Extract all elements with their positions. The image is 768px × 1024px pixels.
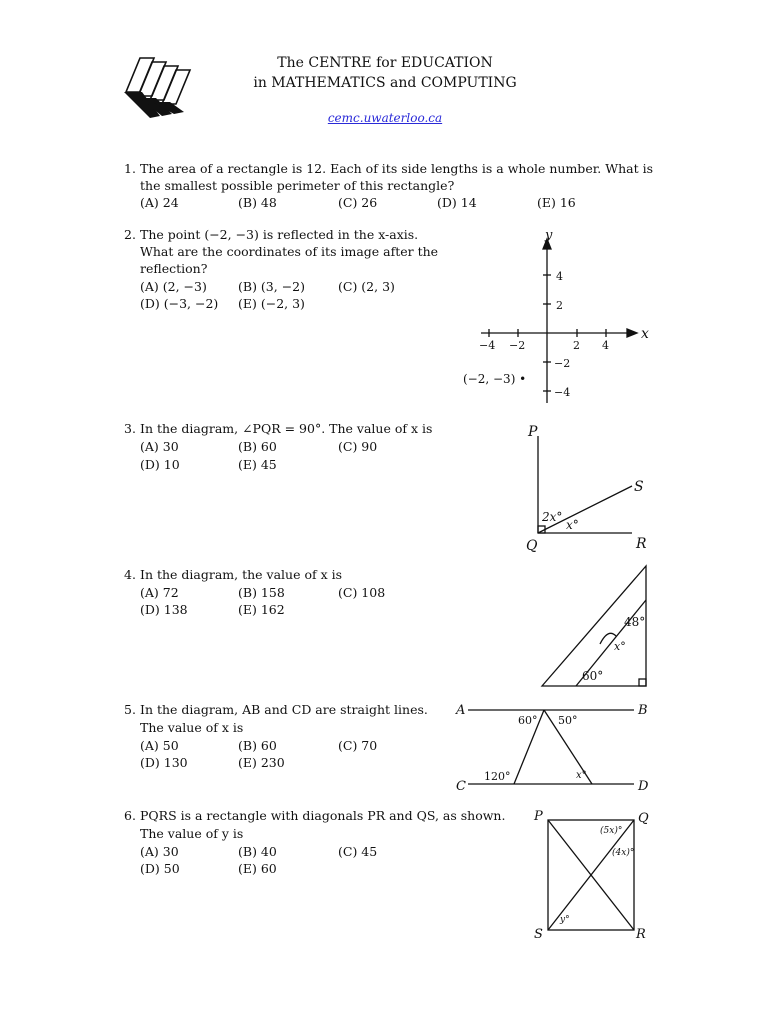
point-label: (−2, −3) • (463, 372, 527, 386)
y-axis-label: y (545, 228, 553, 243)
label-R: R (636, 927, 646, 942)
question-2-line: The point (−2, −3) is reflected in the x-axis. (140, 227, 419, 242)
q3-option-e[interactable]: (E) 45 (238, 457, 277, 472)
angle-label: (5x)° (600, 826, 623, 836)
question-5-line: In the diagram, AB and CD are straight lines. (140, 702, 428, 717)
q6-option-d[interactable]: (D) 50 (140, 861, 180, 876)
q1-option-c[interactable]: (C) 26 (338, 195, 378, 210)
angle-label: 60° (582, 669, 604, 683)
question-1-line: The area of a rectangle is 12. Each of its side lengths is a whole number. What is (140, 161, 654, 176)
question-6-number: 6. (124, 808, 136, 823)
q1-option-e[interactable]: (E) 16 (537, 195, 576, 210)
angle-label: 50° (558, 714, 578, 727)
q1-option-d[interactable]: (D) 14 (437, 195, 477, 210)
label-B: B (638, 703, 648, 718)
q6-option-e[interactable]: (E) 60 (238, 861, 277, 876)
question-5-number: 5. (124, 702, 136, 717)
q4-option-e[interactable]: (E) 162 (238, 602, 285, 617)
question-3-number: 3. (124, 421, 136, 436)
q4-option-a[interactable]: (A) 72 (140, 585, 179, 600)
q4-option-d[interactable]: (D) 138 (140, 602, 188, 617)
q2-option-e[interactable]: (E) (−2, 3) (238, 296, 305, 311)
q5-option-d[interactable]: (D) 130 (140, 755, 188, 770)
label-D: D (638, 779, 649, 794)
y-tick-label: 2 (556, 299, 563, 312)
x-tick-label: −2 (509, 339, 526, 352)
q2-option-a[interactable]: (A) (2, −3) (140, 279, 207, 294)
q2-coordinate-axes-figure (455, 225, 655, 410)
question-1-line: the smallest possible perimeter of this rectangle? (140, 178, 455, 193)
angle-label: 2x° (542, 510, 563, 524)
label-Q: Q (526, 538, 538, 554)
question-2-line: What are the coordinates of its image after the (140, 244, 439, 259)
angle-label: y° (560, 915, 570, 925)
question-2-number: 2. (124, 227, 136, 242)
q3-option-d[interactable]: (D) 10 (140, 457, 180, 472)
label-C: C (456, 779, 466, 794)
y-tick-label: −4 (554, 386, 571, 399)
label-P: P (528, 424, 538, 440)
q2-option-d[interactable]: (D) (−3, −2) (140, 296, 219, 311)
q4-triangle-diagram (538, 562, 654, 692)
question-1-number: 1. (124, 161, 136, 176)
question-3-line: In the diagram, ∠PQR = 90°. The value of x is (140, 421, 433, 436)
label-Q: Q (638, 811, 649, 826)
q5-option-e[interactable]: (E) 230 (238, 755, 285, 770)
question-5-line: The value of x is (140, 720, 244, 735)
angle-label: 120° (484, 770, 511, 783)
q6-option-b[interactable]: (B) 40 (238, 844, 277, 859)
q2-option-c[interactable]: (C) (2, 3) (338, 279, 395, 294)
x-tick-label: 2 (573, 339, 580, 352)
question-4-line: In the diagram, the value of x is (140, 567, 343, 582)
q5-option-a[interactable]: (A) 50 (140, 738, 179, 753)
q3-option-a[interactable]: (A) 30 (140, 439, 179, 454)
q4-option-b[interactable]: (B) 158 (238, 585, 285, 600)
header-title-line2: in MATHEMATICS and COMPUTING (253, 75, 517, 91)
question-4-number: 4. (124, 567, 136, 582)
q2-option-b[interactable]: (B) (3, −2) (238, 279, 305, 294)
q5-parallel-lines-diagram (452, 698, 658, 798)
q5-option-b[interactable]: (B) 60 (238, 738, 277, 753)
question-6-line: The value of y is (140, 826, 244, 841)
angle-label: x° (566, 518, 579, 532)
q3-option-c[interactable]: (C) 90 (338, 439, 378, 454)
angle-label: (4x)° (612, 848, 635, 858)
cemc-logo (120, 52, 198, 122)
angle-label: 48° (624, 615, 646, 629)
label-A: A (456, 703, 466, 718)
q4-option-c[interactable]: (C) 108 (338, 585, 386, 600)
q6-option-a[interactable]: (A) 30 (140, 844, 179, 859)
q5-option-c[interactable]: (C) 70 (338, 738, 378, 753)
angle-label: x° (576, 770, 587, 781)
q1-option-b[interactable]: (B) 48 (238, 195, 277, 210)
y-tick-label: 4 (556, 270, 563, 283)
question-6-line: PQRS is a rectangle with diagonals PR and QS, as shown. (140, 808, 506, 823)
label-P: P (534, 809, 543, 824)
question-2-line: reflection? (140, 261, 208, 276)
header-title-line1: The CENTRE for EDUCATION (277, 55, 493, 71)
label-S: S (534, 927, 543, 942)
x-tick-label: −4 (479, 339, 496, 352)
angle-label: 60° (518, 714, 538, 727)
q3-option-b[interactable]: (B) 60 (238, 439, 277, 454)
label-R: R (636, 536, 647, 552)
label-S: S (634, 479, 644, 495)
x-axis-label: x (641, 326, 649, 342)
q6-rectangle-diagram (530, 804, 660, 944)
y-tick-label: −2 (554, 357, 571, 370)
q3-angle-diagram (520, 418, 660, 558)
angle-label: x° (614, 640, 626, 653)
x-tick-label: 4 (602, 339, 609, 352)
q6-option-c[interactable]: (C) 45 (338, 844, 378, 859)
q1-option-a[interactable]: (A) 24 (140, 195, 179, 210)
header-link[interactable]: cemc.uwaterloo.ca (327, 111, 443, 125)
